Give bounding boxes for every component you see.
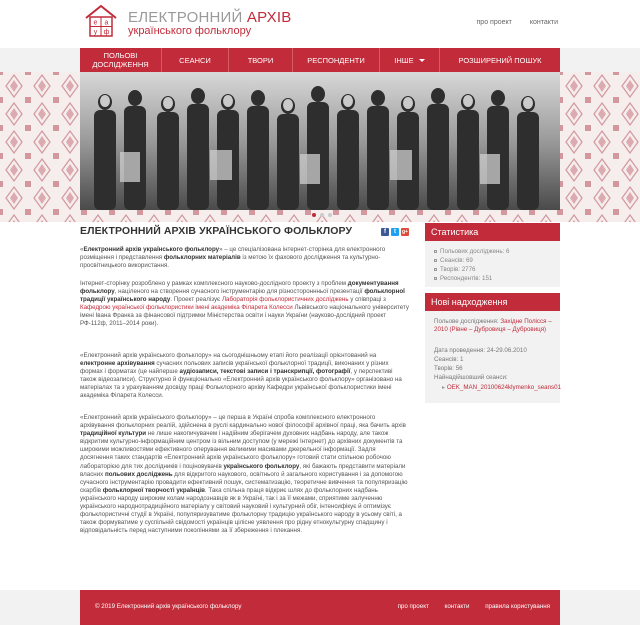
nav-advanced-search[interactable]: РОЗШИРЕНИЙ ПОШУК [458,55,542,65]
footer-about-link[interactable]: про проект [397,603,429,610]
site-subtitle: українського фольклору [128,25,252,37]
bullet-icon [434,277,437,280]
svg-text:а: а [104,19,109,27]
nav-other[interactable] [380,48,440,72]
bullet-icon [434,268,437,271]
contacts-link[interactable]: контакти [529,19,558,26]
arrow-right-icon: ▸ [442,384,447,391]
news-date: Дата проведення: 24-29.06.2010 [434,347,527,354]
copyright: © 2019 Електронний архів українського фольклору [95,603,242,610]
facebook-share-icon[interactable]: f [381,228,389,236]
svg-text:ф: ф [103,29,110,36]
news-heading: Нові надходження [425,293,560,311]
session-link[interactable]: OEK_MAN_20100624klymenko_seans01 [446,384,562,391]
google-share-icon[interactable]: g+ [402,229,408,235]
page-title: ЕЛЕКТРОННИЙ АРХІВ УКРАЇНСЬКОГО ФОЛЬКЛОРУ [80,225,353,237]
stats-item: Сеансів: 69 [434,257,473,264]
nav-works[interactable]: ТВОРИ [229,48,293,72]
slider-dots [312,213,332,217]
main-nav [80,48,560,72]
slider-dot[interactable] [320,213,324,217]
nav-field-research[interactable]: ПОЛЬОВІ ДОСЛІДЖЕННЯ [80,48,162,72]
lab-link[interactable]: Лабораторія фольклористичних досліджень [221,296,349,304]
field-research-link[interactable]: Західне Полісся – 2010 (Рівне – Дубровиця – Дубровиця) [434,318,552,334]
chevron-down-icon [419,59,425,62]
footer-contacts-link[interactable]: контакти [444,603,470,610]
nav-other-label: ІНШЕ [394,55,414,65]
nav-respondents[interactable]: РЕСПОНДЕНТИ [293,48,380,72]
site-footer [80,590,560,625]
department-link[interactable]: Кафедрою української фольклористики імені академіка Філарета Колесси [80,304,293,312]
stats-item: Польових досліджень: 6 [434,248,509,255]
article-paragraph-4: «Електронний архів українського фольклору» – це перша в Україні спроба комплексного електронного архівування фольклорних реалій, здійснена в руслі кардинально нової філософії архівної праці, яка бачить архів традиційної культури не лише накопичувачем і надійним зберігачем духовних надбань народу, але також відкритим культурно-інформаційним центром із вільним доступом (у мережі Інтернет) до архівних документів та широкими можливостями ефективного оперування великими масивами джерельної інформації. Задля досягнення таких стандартів «Електронний архів українського фольклору» готовий стати спільною робочою лабораторією для тих дослідників і поціновувачів українського фольклору, які бажають представити матеріали власних польових досліджень для відкритого наукового, освітнього й загального користування і за допомогою сучасного інструментарію провадити ефективний пошук, систематизацію, теоретичне вивчення та популяризацію скарбів фольклорної творчості українців. Така спільна праця відкриє шлях до фольклорних надбань українського народу широким колам народознавців як в Україні, так і за її межами, сприятиме залученню українського народнотрадиційного матеріалу у світовий науковий і культурний обіг, інтенсифікує й оптимізує фольклористичні студії в Україні, популяризуватиме фольклорну традицію українського народу в усьому світі, а також формуватиме у суспільній свідомості українців цілісне уявлення про рідну етнокультурну спадщину і відповідальність перед наступними поколіннями за її збереження і плекання. [80,414,408,535]
footer-links [384,603,550,610]
nav-sessions[interactable]: СЕАНСИ [162,48,229,72]
news-recent-item [442,384,562,392]
stats-heading: Статистика [425,223,560,241]
footer-terms-link[interactable]: правила користування [485,603,550,610]
top-links [461,19,558,26]
news-works: Творів: 56 [434,365,463,372]
archive-photo [80,72,560,210]
article-paragraph-3: «Електронний архів українського фольклору» на сьогоднішньому етапі його реалізації орієнтований на електронне архівування сучасних польових записів української фольклорної традиції, виконаних у різних формах і форматах (це найперше аудіозаписи, текстові записи і транскрипції, фотографії, у перспективі також відеозаписи). Структурно й функціонально «Електронний архів українського фольклору» організовано на матеріалах та з урахуванням досвіду праці Фольклорного архіву Кафедри української фольклористики імені академіка Філарета Колесси. [80,352,402,400]
svg-text:е: е [93,19,98,27]
slider-dot[interactable] [312,213,316,217]
logo-icon[interactable] [84,4,118,38]
news-sessions: Сеансів: 1 [434,356,464,363]
site-title[interactable]: ЕЛЕКТРОННИЙ АРХІВ [128,9,292,26]
stats-item: Творів: 2776 [434,266,475,273]
bullet-icon [434,259,437,262]
article-paragraph-2: Інтернет-сторінку розроблено у рамках комплексного науково-дослідного проекту з проблем документування фольклору, націленого на створення сучасного інструментарію для різностороннньої презентації фольклорної традиції українського народу. Проект реалізує Лабораторія фольклористичних досліджень у співпраці з Кафедрою української фольклористики імені академіка Філарета Колесси Львівського національного університету імені Івана Франка за фінансової підтримки Міністерства освіти і науки України (науково-дослідний проект РФ-112ф, 2011–2014 роки). [80,280,409,328]
news-field-research: Польове дослідження: Західне Полісся – 2010 (Рівне – Дубровиця – Дубровиця) [434,318,552,334]
stats-item: Респондентів: 151 [434,275,492,282]
about-link[interactable]: про проект [476,19,512,26]
twitter-share-icon[interactable]: t [391,228,399,236]
svg-text:у: у [93,29,98,36]
article-paragraph-1: «Електронний архів українського фольклору» – це спеціалізована інтернет-сторінка для електронного розміщення і представлення фольклорних матеріалів із метою їх фахового дослідження та культурно-просвітницького використання. [80,246,386,270]
bullet-icon [434,250,437,253]
news-recent-label: Найнадійшовший сеанси: [434,374,508,381]
slider-dot[interactable] [328,213,332,217]
site-header [0,0,640,48]
